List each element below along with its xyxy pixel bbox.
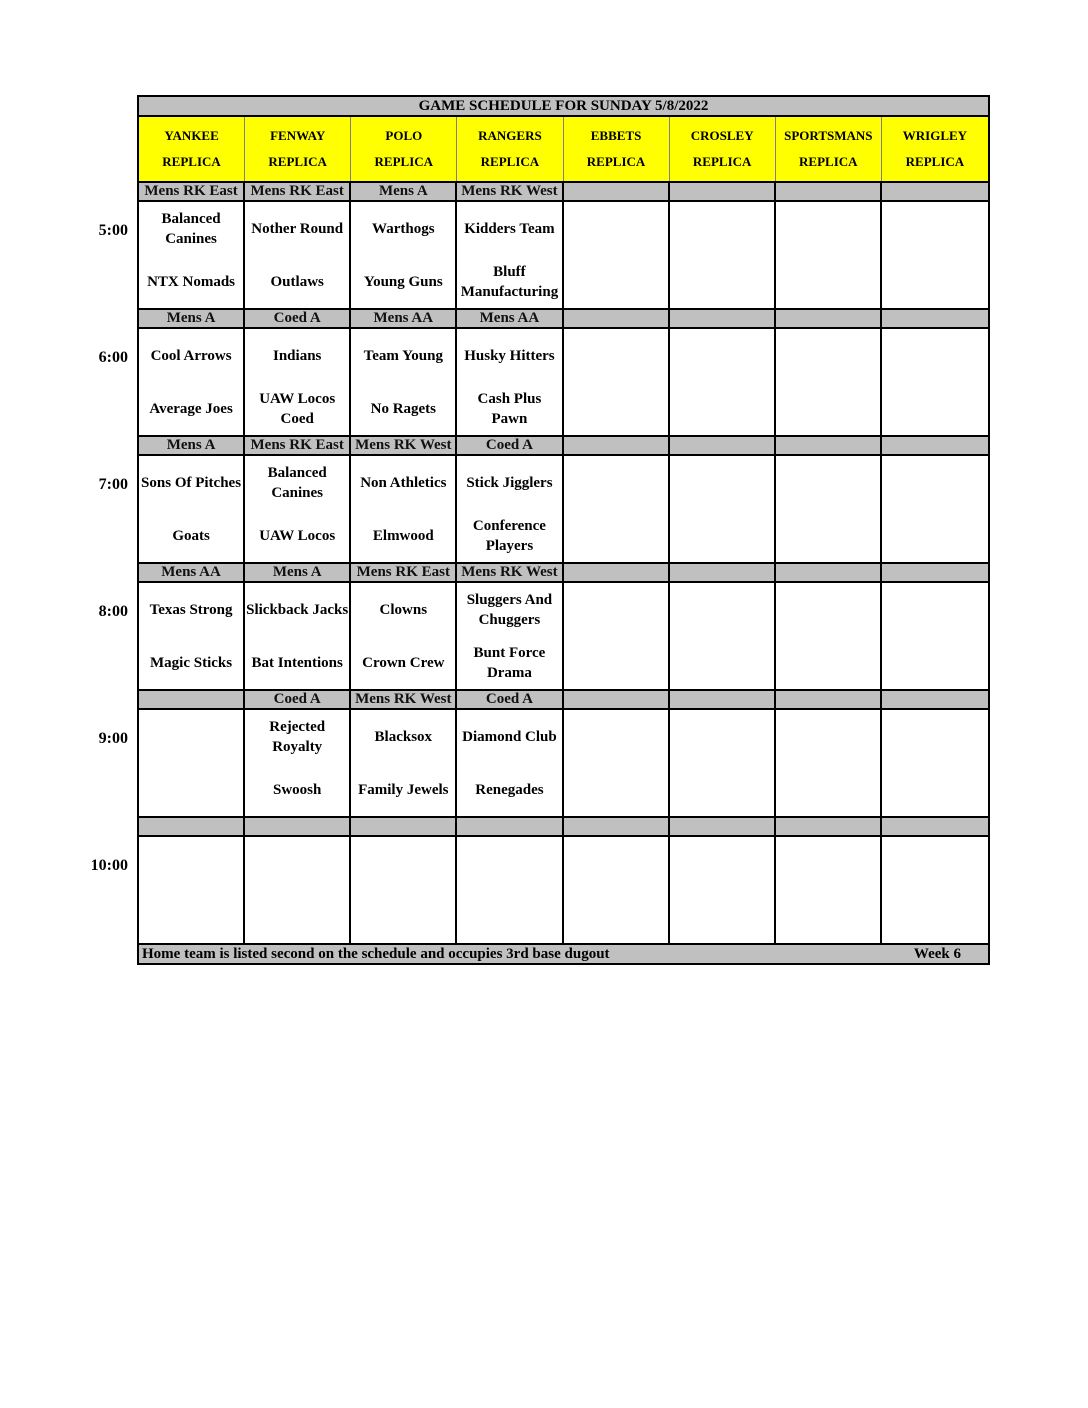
home-team [670, 509, 774, 562]
game-cell [670, 202, 776, 308]
division-label [564, 183, 670, 200]
home-team [351, 890, 455, 943]
time-label: 9:00 [98, 730, 128, 747]
field-name: EBBETS [590, 128, 642, 143]
game-cell [776, 329, 882, 435]
visiting-team: Team Young [363, 347, 443, 364]
game-cell [776, 837, 882, 943]
home-team: Family Jewels [358, 781, 449, 798]
visiting-team: Kidders Team [464, 220, 555, 237]
game-cell [245, 710, 351, 816]
division-label [670, 818, 776, 835]
home-team [882, 509, 988, 562]
visiting-team: Cool Arrows [150, 347, 232, 364]
visiting-team [882, 329, 988, 382]
home-team: Swoosh [273, 781, 322, 798]
home-team [776, 255, 880, 308]
game-cell [457, 583, 563, 689]
visiting-team: Nother Round [251, 220, 344, 237]
division-label: Coed A [457, 691, 563, 708]
home-team: Outlaws [270, 273, 324, 290]
division-label [564, 818, 670, 835]
division-label [882, 437, 988, 454]
game-cell [670, 583, 776, 689]
field-subtitle: REPLICA [374, 154, 434, 169]
game-cell [139, 329, 245, 435]
visiting-team [882, 837, 988, 890]
visiting-team: Indians [273, 347, 322, 364]
game-cell [882, 837, 988, 943]
visiting-team [882, 583, 988, 636]
home-team [245, 890, 349, 943]
game-cell [139, 710, 245, 816]
time-label: 7:00 [98, 476, 128, 493]
visiting-team: Slickback Jacks [246, 601, 349, 618]
game-cell [351, 837, 457, 943]
division-label [457, 818, 563, 835]
field-subtitle: REPLICA [799, 154, 858, 169]
division-label [670, 691, 776, 708]
division-label [882, 564, 988, 581]
home-team: Average Joes [149, 400, 233, 417]
field-header [564, 117, 670, 181]
division-label [882, 310, 988, 327]
home-team [776, 636, 880, 689]
division-label: Mens A [139, 437, 245, 454]
visiting-team [457, 837, 561, 890]
division-label [776, 183, 882, 200]
division-bar [137, 816, 990, 837]
visiting-team [670, 329, 774, 382]
home-team [564, 509, 668, 562]
game-cell [882, 202, 988, 308]
field-name: FENWAY [270, 128, 326, 143]
field-header [245, 117, 351, 181]
field-subtitle: REPLICA [480, 154, 540, 169]
game-cell [776, 710, 882, 816]
field-header-row [137, 117, 990, 181]
game-cell [351, 583, 457, 689]
division-label [564, 691, 670, 708]
game-cell [139, 837, 245, 943]
visiting-team [776, 202, 880, 255]
game-cell [245, 202, 351, 308]
home-team [776, 763, 880, 816]
visiting-team [776, 329, 880, 382]
home-team [564, 890, 668, 943]
game-cell [564, 837, 670, 943]
division-label [351, 818, 457, 835]
home-team: Crown Crew [362, 654, 445, 671]
game-cell [564, 710, 670, 816]
division-label: Coed A [457, 437, 563, 454]
game-row [137, 202, 990, 308]
visiting-team [776, 837, 880, 890]
visiting-team [670, 583, 774, 636]
game-cell [882, 710, 988, 816]
game-cell [564, 583, 670, 689]
division-label: Mens RK West [351, 437, 457, 454]
visiting-team [245, 837, 349, 890]
visiting-team [670, 456, 774, 509]
field-subtitle: REPLICA [905, 154, 965, 169]
field-header [457, 117, 563, 181]
visiting-team [564, 837, 668, 890]
visiting-team: Texas Strong [149, 601, 233, 618]
visiting-team [776, 710, 880, 763]
home-team [776, 382, 880, 435]
home-team [776, 509, 880, 562]
game-cell [245, 329, 351, 435]
field-header [351, 117, 457, 181]
division-label: Mens A [139, 310, 245, 327]
home-team: Magic Sticks [150, 654, 233, 671]
home-team: Bluff Manufacturing [460, 263, 559, 300]
division-label: Mens RK East [245, 437, 351, 454]
division-label [776, 564, 882, 581]
time-label: 8:00 [98, 603, 128, 620]
game-row [137, 583, 990, 689]
home-team [457, 890, 561, 943]
game-cell [245, 456, 351, 562]
visiting-team [139, 837, 243, 890]
visiting-team: Sluggers And Chuggers [466, 591, 553, 628]
division-label [882, 691, 988, 708]
home-team [564, 636, 668, 689]
home-team: UAW Locos Coed [259, 390, 336, 427]
division-label: Coed A [245, 310, 351, 327]
visiting-team: Non Athletics [360, 474, 447, 491]
division-label [670, 437, 776, 454]
home-team [564, 763, 668, 816]
field-header [139, 117, 245, 181]
footer-note: Home team is listed second on the schedule and occupies 3rd base dugout [142, 945, 610, 962]
field-subtitle: REPLICA [692, 154, 752, 169]
division-label [564, 310, 670, 327]
game-cell [245, 583, 351, 689]
game-cell [882, 583, 988, 689]
home-team [882, 382, 988, 435]
field-header [882, 117, 988, 181]
division-label: Mens AA [139, 564, 245, 581]
home-team: Cash Plus Pawn [477, 390, 542, 427]
home-team [564, 382, 668, 435]
division-bar [137, 562, 990, 583]
visiting-team: Rejected Royalty [269, 718, 326, 755]
home-team: Young Guns [363, 273, 443, 290]
schedule-title: GAME SCHEDULE FOR SUNDAY 5/8/2022 [137, 95, 990, 117]
division-label [139, 691, 245, 708]
game-cell [564, 202, 670, 308]
game-cell [139, 583, 245, 689]
visiting-team: Balanced Canines [267, 464, 327, 501]
division-bar [137, 181, 990, 202]
visiting-team [139, 710, 243, 763]
visiting-team [882, 710, 988, 763]
game-cell [457, 837, 563, 943]
division-label: Mens RK East [351, 564, 457, 581]
visiting-team [776, 583, 880, 636]
visiting-team: Diamond Club [462, 728, 557, 745]
home-team: NTX Nomads [147, 273, 236, 290]
division-label: Mens RK East [139, 183, 245, 200]
game-cell [351, 710, 457, 816]
division-label: Mens RK East [245, 183, 351, 200]
division-label [670, 183, 776, 200]
home-team [882, 763, 988, 816]
visiting-team: Clowns [379, 601, 428, 618]
visiting-team [882, 202, 988, 255]
visiting-team [882, 456, 988, 509]
field-subtitle: REPLICA [162, 154, 221, 169]
home-team [139, 763, 243, 816]
game-cell [670, 456, 776, 562]
division-bar [137, 308, 990, 329]
division-label [776, 818, 882, 835]
time-label: 10:00 [90, 857, 128, 874]
game-cell [564, 456, 670, 562]
division-label: Mens A [351, 183, 457, 200]
home-team [670, 890, 774, 943]
division-label [776, 437, 882, 454]
game-cell [457, 329, 563, 435]
visiting-team [670, 202, 774, 255]
home-team [670, 382, 774, 435]
field-name: CROSLEY [690, 128, 754, 143]
division-label: Mens AA [457, 310, 563, 327]
visiting-team [564, 456, 668, 509]
time-label: 5:00 [98, 222, 128, 239]
visiting-team [564, 583, 668, 636]
division-label [776, 691, 882, 708]
visiting-team [670, 710, 774, 763]
home-team [882, 636, 988, 689]
home-team: Goats [172, 527, 210, 544]
visiting-team [351, 837, 455, 890]
division-label: Mens A [245, 564, 351, 581]
division-label: Coed A [245, 691, 351, 708]
home-team [139, 890, 243, 943]
game-row [137, 710, 990, 816]
division-label [564, 564, 670, 581]
field-name: SPORTSMANS [784, 128, 873, 143]
home-team [670, 763, 774, 816]
home-team: UAW Locos [259, 527, 336, 544]
visiting-team: Blacksox [374, 728, 433, 745]
division-label [139, 818, 245, 835]
division-bar [137, 689, 990, 710]
game-cell [882, 456, 988, 562]
division-label: Mens AA [351, 310, 457, 327]
game-cell [351, 329, 457, 435]
game-cell [882, 329, 988, 435]
game-cell [457, 710, 563, 816]
division-label [564, 437, 670, 454]
game-cell [776, 583, 882, 689]
division-label: Mens RK West [457, 564, 563, 581]
division-label: Mens RK West [351, 691, 457, 708]
game-cell [139, 456, 245, 562]
division-bar [137, 435, 990, 456]
game-row [137, 837, 990, 943]
home-team: Conference Players [472, 517, 546, 554]
division-label [245, 818, 351, 835]
game-cell [564, 329, 670, 435]
home-team [670, 255, 774, 308]
game-row [137, 329, 990, 435]
game-cell [139, 202, 245, 308]
visiting-team [564, 710, 668, 763]
game-row [137, 456, 990, 562]
game-cell [351, 456, 457, 562]
game-cell [457, 202, 563, 308]
visiting-team [776, 456, 880, 509]
visiting-team: Husky Hitters [464, 347, 555, 364]
visiting-team: Balanced Canines [161, 210, 221, 247]
field-name: YANKEE [164, 128, 219, 143]
home-team [564, 255, 668, 308]
home-team: No Ragets [370, 400, 437, 417]
field-subtitle: REPLICA [268, 154, 327, 169]
time-slots [137, 181, 990, 943]
game-cell [670, 837, 776, 943]
field-header [670, 117, 776, 181]
home-team: Elmwood [372, 527, 434, 544]
schedule-footer [137, 943, 990, 965]
visiting-team [564, 329, 668, 382]
field-name: WRIGLEY [902, 128, 968, 143]
visiting-team: Stick Jigglers [466, 474, 553, 491]
field-name: RANGERS [478, 128, 542, 143]
game-cell [457, 456, 563, 562]
visiting-team: Warthogs [372, 220, 435, 237]
home-team: Bat Intentions [251, 654, 343, 671]
visiting-team: Sons Of Pitches [141, 474, 242, 491]
game-cell [351, 202, 457, 308]
division-label: Mens RK West [457, 183, 563, 200]
game-cell [245, 837, 351, 943]
field-subtitle: REPLICA [586, 154, 646, 169]
home-team [776, 890, 880, 943]
home-team: Renegades [475, 781, 544, 798]
game-cell [776, 456, 882, 562]
game-cell [670, 710, 776, 816]
visiting-team [564, 202, 668, 255]
home-team: Bunt Force Drama [473, 644, 546, 681]
home-team [670, 636, 774, 689]
week-label: Week 6 [913, 945, 961, 962]
division-label [670, 564, 776, 581]
game-cell [670, 329, 776, 435]
division-label [776, 310, 882, 327]
field-name: POLO [385, 128, 423, 143]
division-label [670, 310, 776, 327]
time-label: 6:00 [98, 349, 128, 366]
home-team [882, 890, 988, 943]
division-label [882, 818, 988, 835]
visiting-team [670, 837, 774, 890]
division-label [882, 183, 988, 200]
home-team [882, 255, 988, 308]
schedule-table [137, 95, 990, 965]
game-cell [776, 202, 882, 308]
field-header [776, 117, 882, 181]
